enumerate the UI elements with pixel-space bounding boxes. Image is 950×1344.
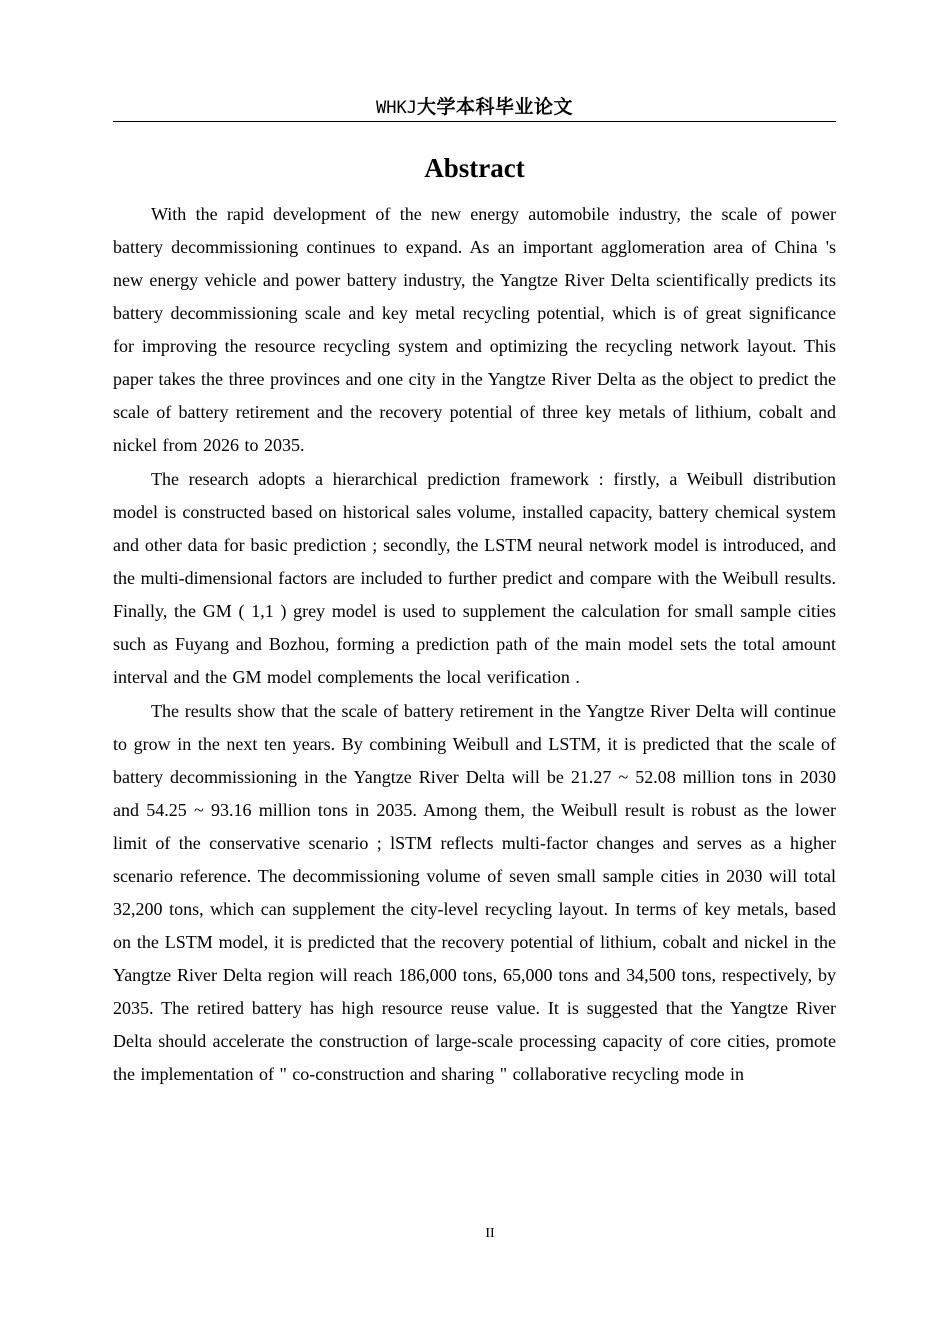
page-title: Abstract: [424, 153, 525, 183]
abstract-paragraph-3: The results show that the scale of battery retirement in the Yangtze River Delta will continue to grow in the next ten years. By combining Weibull and LSTM, it is predicted that the scale of battery decommissioning in the Yangtze River Delta will be 21.27 ~ 52.08 million tons in 2030 and 54.25 ~ 93.16 million tons in 2035. Among them, the Weibull result is robust as the lower limit of the conservative scenario ; lSTM reflects multi-factor changes and serves as a higher scenario reference. The decommissioning volume of seven small sample cities in 2030 will total 32,200 tons, which can supplement the city-level recycling layout. In terms of key metals, based on the LSTM model, it is predicted that the recovery potential of lithium, cobalt and nickel in the Yangtze River Delta region will reach 186,000 tons, 65,000 tons and 34,500 tons, respectively, by 2035. The retired battery has high resource reuse value. It is suggested that the Yangtze River Delta should accelerate the construction of large-scale processing capacity of core cities, promote the implementation of " co-construction and sharing " collaborative recycling mode in: [113, 701, 836, 1084]
header-institution-code: WHKJ: [376, 98, 417, 118]
abstract-paragraph-1: With the rapid development of the new energy automobile industry, the scale of power battery decommissioning continues to expand. As an important agglomeration area of China 's new energy vehicle and power battery industry, the Yangtze River Delta scientifically predicts its battery decommissioning scale and key metal recycling potential, which is of great significance for improving the resource recycling system and optimizing the recycling network layout. This paper takes the three provinces and one city in the Yangtze River Delta as the object to predict the scale of battery retirement and the recovery potential of three key metals of lithium, cobalt and nickel from 2026 to 2035.: [113, 204, 836, 455]
page-number: II: [485, 1226, 495, 1241]
header-thesis-label: 大学本科毕业论文: [416, 96, 573, 118]
running-header: [113, 94, 836, 120]
header-divider: [113, 121, 836, 122]
abstract-paragraph-2: The research adopts a hierarchical prediction framework : firstly, a Weibull distribution model is constructed based on historical sales volume, installed capacity, battery chemical system and other data for basic prediction ; secondly, the LSTM neural network model is introduced, and the multi-dimensional factors are included to further predict and compare with the Weibull results. Finally, the GM ( 1,1 ) grey model is used to supplement the calculation for small sample cities such as Fuyang and Bozhou, forming a prediction path of the main model sets the total amount interval and the GM model complements the local verification .: [113, 469, 836, 687]
abstract-body: [113, 198, 836, 1092]
